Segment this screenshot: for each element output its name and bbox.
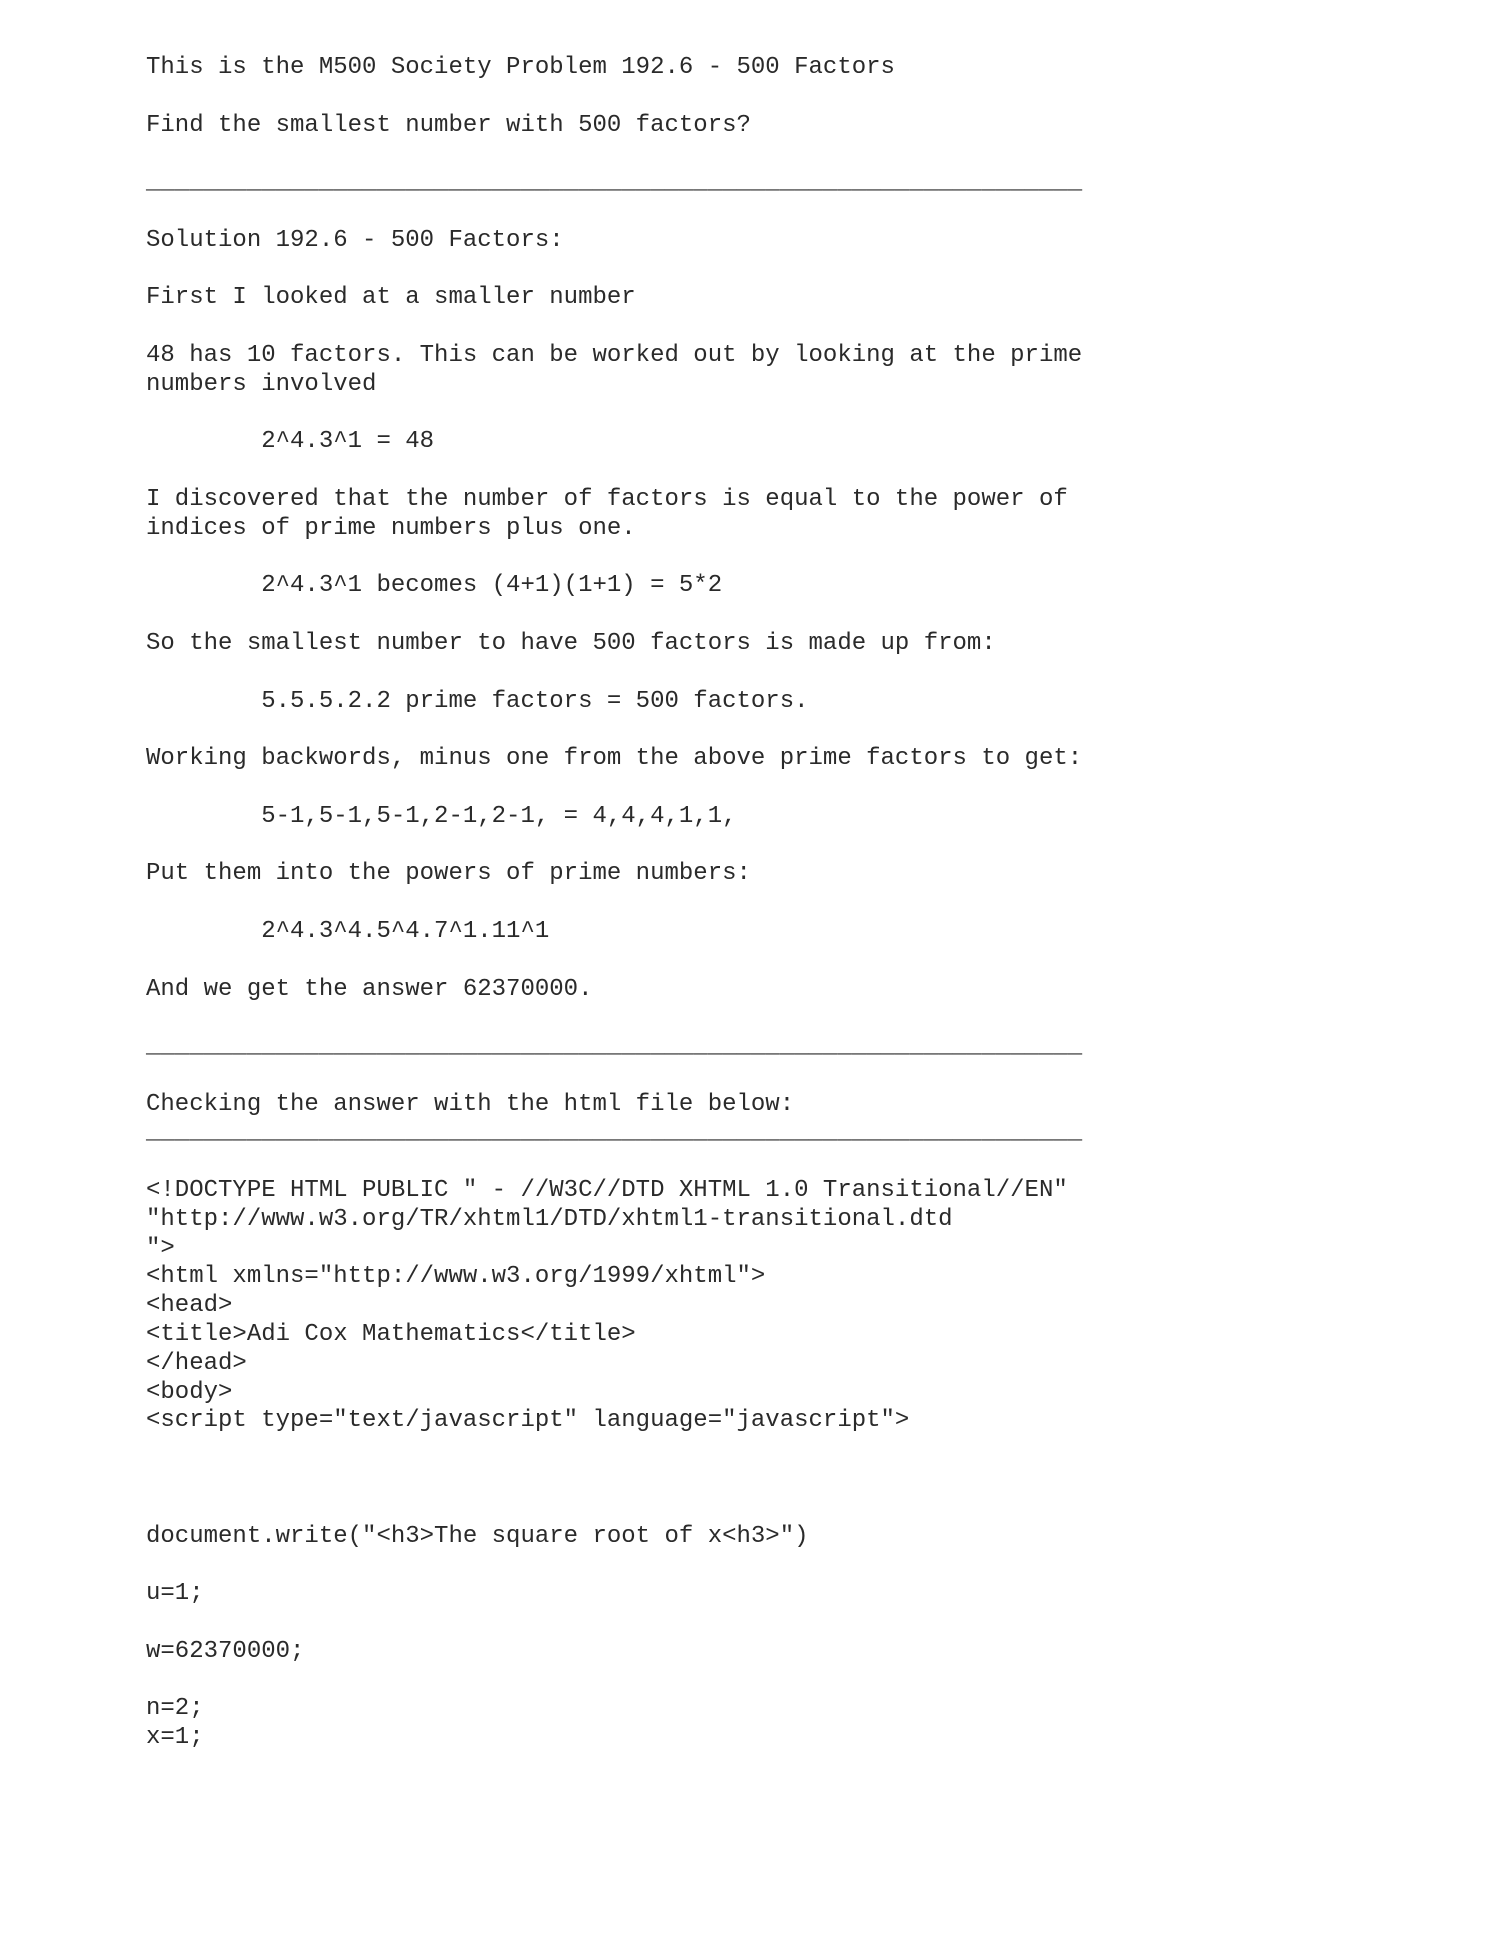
text-line: numbers involved xyxy=(146,370,377,398)
text-line: x=1; xyxy=(146,1724,204,1752)
divider-line: _________________________________________________________________ xyxy=(146,169,1083,197)
blank-line xyxy=(146,832,1082,861)
blank-line xyxy=(146,716,1082,745)
blank-line xyxy=(146,256,1082,285)
text-line: 5.5.5.2.2 prime factors = 500 factors. xyxy=(146,687,809,715)
text-line: </head> xyxy=(146,1349,247,1377)
text-line: 2^4.3^1 becomes (4+1)(1+1) = 5*2 xyxy=(146,572,723,600)
blank-line xyxy=(146,601,1082,630)
blank-line xyxy=(146,140,1082,169)
text-line: Put them into the powers of prime numbers: xyxy=(146,860,751,888)
text-line: 5-1,5-1,5-1,2-1,2-1, = 4,4,4,1,1, xyxy=(146,802,737,830)
text-line: <head> xyxy=(146,1292,233,1320)
text-line: w=62370000; xyxy=(146,1637,305,1665)
text-line: <body> xyxy=(146,1378,233,1406)
blank-line xyxy=(146,889,1082,918)
blank-line xyxy=(146,1465,1082,1494)
text-line: <title>Adi Cox Mathematics</title> xyxy=(146,1321,636,1349)
blank-line xyxy=(146,1148,1082,1177)
text-line: Working backwords, minus one from the above prime factors to get: xyxy=(146,745,1083,773)
blank-line xyxy=(146,1609,1082,1638)
text-line: Checking the answer with the html file below: xyxy=(146,1090,795,1118)
blank-line xyxy=(146,947,1082,976)
text-line: "> xyxy=(146,1234,175,1262)
blank-line xyxy=(146,544,1082,573)
blank-line xyxy=(146,1667,1082,1696)
text-line: 2^4.3^1 = 48 xyxy=(146,428,435,456)
blank-line xyxy=(146,313,1082,342)
text-line: u=1; xyxy=(146,1580,204,1608)
text-line: <html xmlns="http://www.w3.org/1999/xhtml"> xyxy=(146,1263,766,1291)
text-line: Solution 192.6 - 500 Factors: xyxy=(146,226,564,254)
blank-line xyxy=(146,1551,1082,1580)
text-line: <script type="text/javascript" language="javascript"> xyxy=(146,1407,910,1435)
text-line: I discovered that the number of factors is equal to the power of xyxy=(146,485,1068,513)
text-line: And we get the answer 62370000. xyxy=(146,975,593,1003)
text-line: 48 has 10 factors. This can be worked out by looking at the prime xyxy=(146,341,1083,369)
text-line: indices of prime numbers plus one. xyxy=(146,514,636,542)
text-line: n=2; xyxy=(146,1695,204,1723)
divider-line: _________________________________________________________________ xyxy=(146,1119,1083,1147)
document-body xyxy=(146,54,1082,1753)
text-line: 2^4.3^4.5^4.7^1.11^1 xyxy=(146,917,550,945)
text-line: First I looked at a smaller number xyxy=(146,284,636,312)
blank-line xyxy=(146,1062,1082,1091)
text-line: Find the smallest number with 500 factors? xyxy=(146,111,751,139)
blank-line xyxy=(146,1004,1082,1033)
text-line: <!DOCTYPE HTML PUBLIC " - //W3C//DTD XHTML 1.0 Transitional//EN" xyxy=(146,1177,1068,1205)
blank-line xyxy=(146,1494,1082,1523)
blank-line xyxy=(146,659,1082,688)
blank-line xyxy=(146,774,1082,803)
text-line: So the smallest number to have 500 factors is made up from: xyxy=(146,629,996,657)
blank-line xyxy=(146,400,1082,429)
text-line: "http://www.w3.org/TR/xhtml1/DTD/xhtml1-transitional.dtd xyxy=(146,1205,953,1233)
text-line: This is the M500 Society Problem 192.6 - 500 Factors xyxy=(146,54,895,81)
divider-line: _________________________________________________________________ xyxy=(146,1033,1083,1061)
blank-line xyxy=(146,83,1082,112)
blank-line xyxy=(146,457,1082,486)
blank-line xyxy=(146,1436,1082,1465)
text-line: document.write("<h3>The square root of x<h3>") xyxy=(146,1522,809,1550)
blank-line xyxy=(146,198,1082,227)
